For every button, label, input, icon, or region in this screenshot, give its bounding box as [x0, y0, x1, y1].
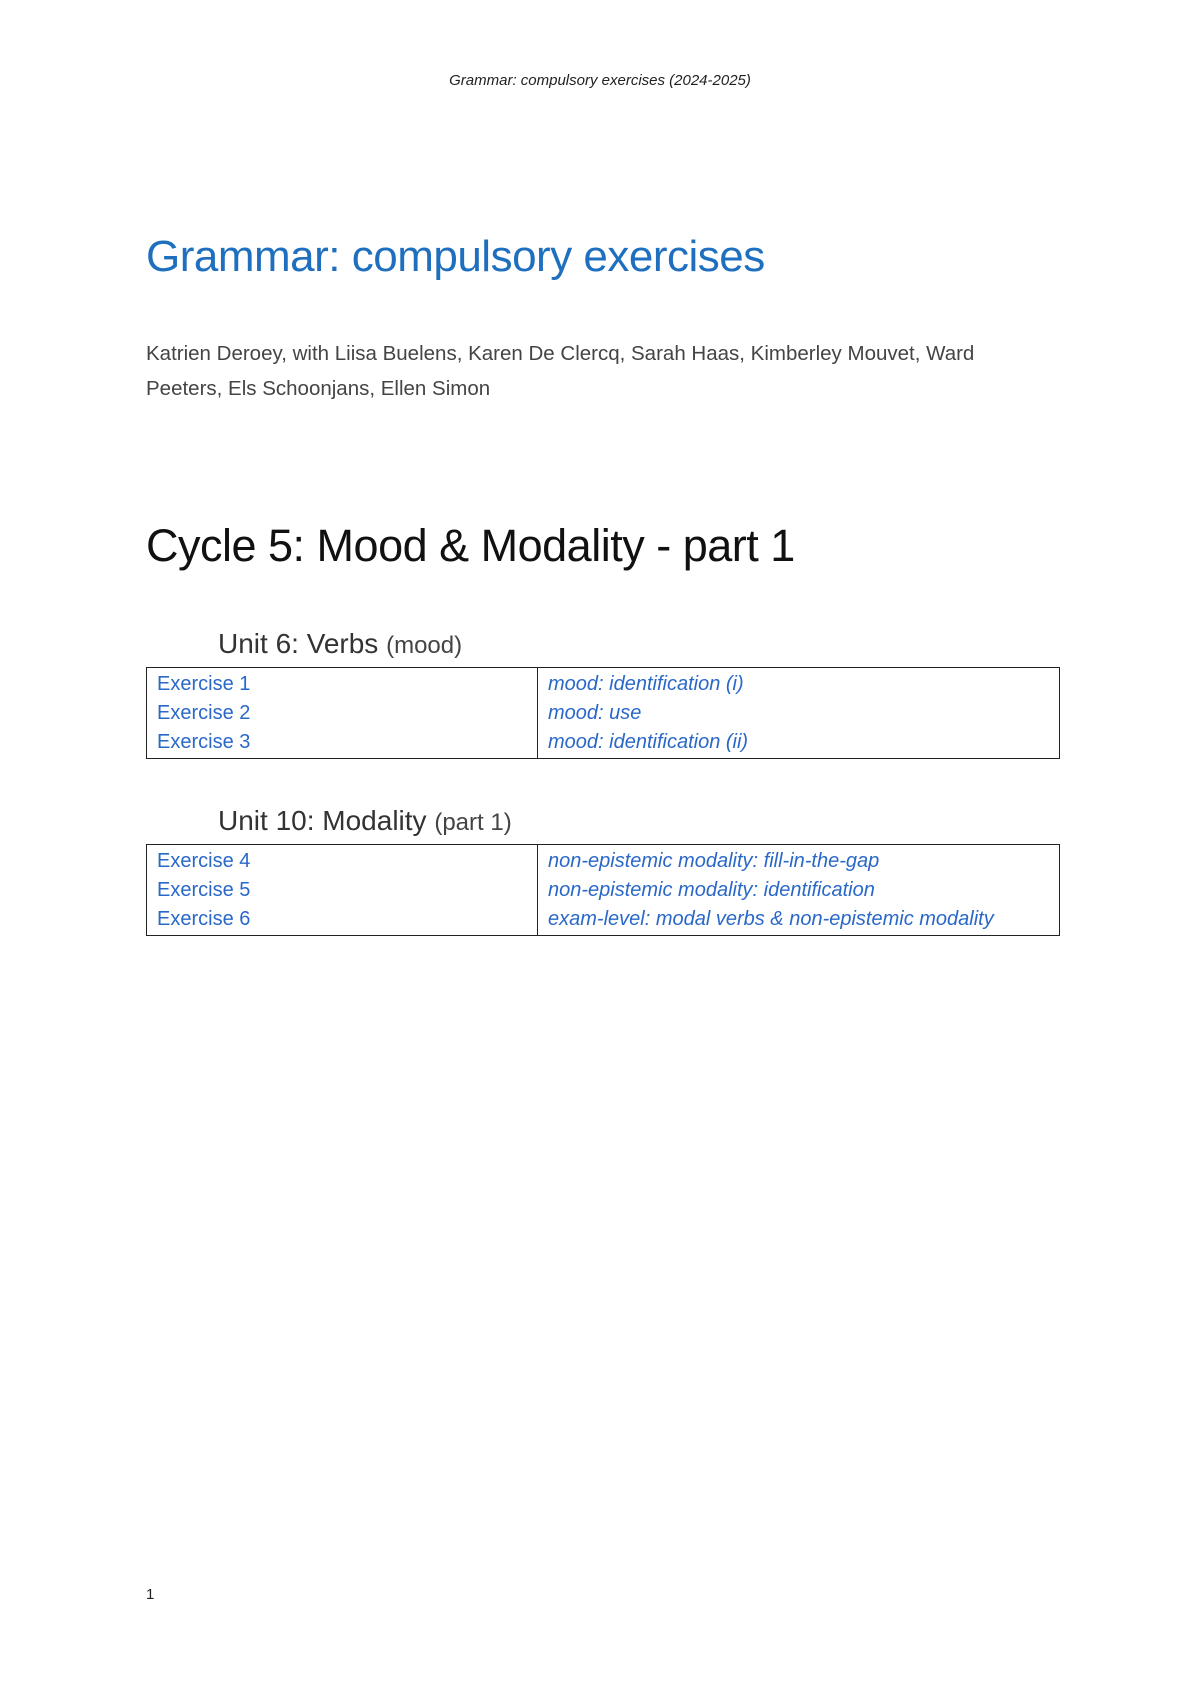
unit-heading-modality: [218, 805, 512, 837]
exercise-link[interactable]: Exercise 2: [157, 702, 251, 724]
running-header: Grammar: compulsory exercises (2024-2025): [449, 72, 751, 89]
table-row: [147, 699, 1060, 728]
document-title: Grammar: compulsory exercises: [146, 232, 765, 281]
unit-title: Unit 6: Verbs: [218, 628, 379, 659]
exercise-cell: [147, 728, 538, 759]
exercise-cell: [147, 845, 538, 877]
exercise-link[interactable]: Exercise 3: [157, 731, 251, 753]
table-row: [147, 876, 1060, 905]
cycle-title: Cycle 5: Mood & Modality - part 1: [146, 520, 795, 571]
exercise-description: mood: use: [548, 702, 642, 724]
unit-subtitle: (mood): [386, 632, 463, 659]
exercise-cell: [147, 699, 538, 728]
table-row: [147, 728, 1060, 759]
exercise-link[interactable]: Exercise 5: [157, 879, 251, 901]
unit-subtitle: (part 1): [434, 809, 512, 836]
exercise-cell: [147, 876, 538, 905]
exercise-description: exam-level: modal verbs & non-epistemic modality: [548, 908, 994, 930]
unit-heading-verbs: [218, 628, 462, 660]
description-cell: [538, 668, 1060, 700]
table-row: [147, 905, 1060, 936]
unit-title: Unit 10: Modality: [218, 805, 427, 836]
exercise-link[interactable]: Exercise 1: [157, 673, 251, 695]
description-cell: [538, 876, 1060, 905]
exercise-table-unit-10: [146, 844, 1060, 936]
description-cell: [538, 728, 1060, 759]
description-cell: [538, 699, 1060, 728]
table-row: [147, 668, 1060, 700]
exercise-link[interactable]: Exercise 6: [157, 908, 251, 930]
page-number: 1: [146, 1586, 155, 1603]
exercise-description: mood: identification (ii): [548, 731, 749, 753]
description-cell: [538, 845, 1060, 877]
exercise-link[interactable]: Exercise 4: [157, 850, 251, 872]
exercise-table-unit-6: [146, 667, 1060, 759]
description-cell: [538, 905, 1060, 936]
exercise-cell: [147, 668, 538, 700]
authors-line: Katrien Deroey, with Liisa Buelens, Karen De Clercq, Sarah Haas, Kimberley Mouvet, Ward Peeters, Els Schoonjans, Ellen Simon: [146, 342, 975, 400]
exercise-description: mood: identification (i): [548, 673, 744, 695]
exercise-cell: [147, 905, 538, 936]
table-row: [147, 845, 1060, 877]
exercise-description: non-epistemic modality: fill-in-the-gap: [548, 850, 880, 872]
exercise-description: non-epistemic modality: identification: [548, 879, 875, 901]
